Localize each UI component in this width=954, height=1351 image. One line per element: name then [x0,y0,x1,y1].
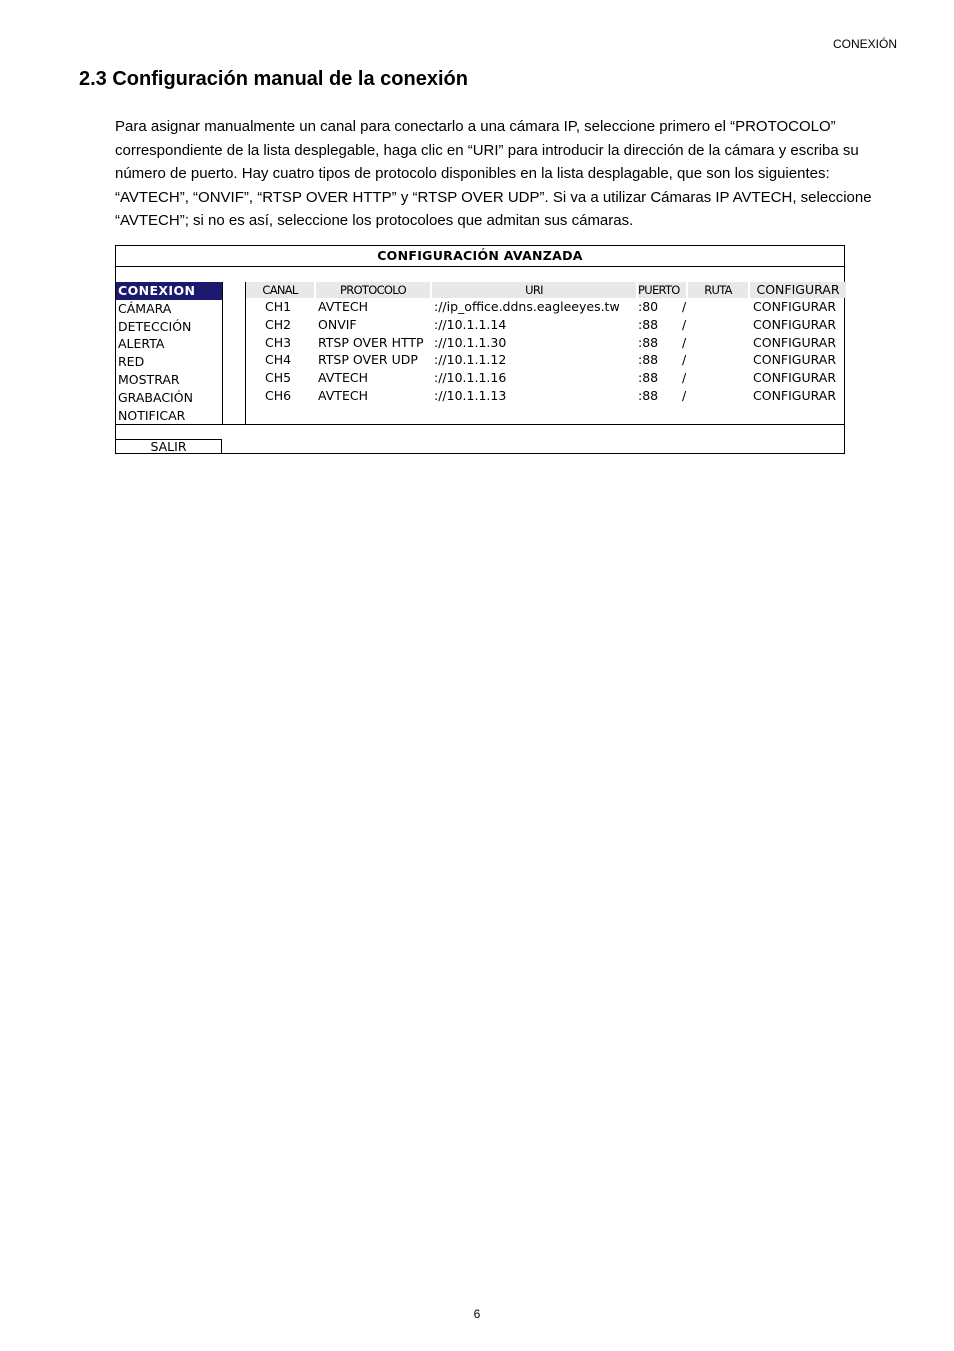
intro-paragraph: Para asignar manualmente un canal para conectarlo a una cámara IP, seleccione primero el “PROTOCOLO” correspondiente de la lista desplegable, haga clic en “URI” para introducir la dirección de la cámara y escriba su número de puerto. Hay cuatro tipos de protocolo disponibles en la lista desplagable, que son los siguientes: “AVTECH”, “ONVIF”, “RTSP OVER HTTP” y “RTSP OVER UDP”. Si va a utilizar Cámaras IP AVTECH, seleccione “AVTECH”; si no es así, seleccione los protocoloes que admitan sus cámaras. [115,118,872,230]
column-header-puerto: PUERTO [638,282,686,298]
path-field[interactable]: / [682,387,687,403]
path-field[interactable]: / [682,316,687,332]
column-header-protocolo: PROTOCOLO [316,282,430,298]
protocol-select[interactable]: AVTECH [318,299,368,314]
uri-field[interactable]: ://ip_office.ddns.eagleeyes.tw [434,299,620,314]
port-field[interactable]: :80 [638,299,659,314]
channel-cell: CH5 [265,370,292,386]
menu-item-red[interactable]: RED [118,354,145,370]
protocol-select[interactable]: ONVIF [318,316,357,332]
panel-title: CONFIGURACIÓN AVANZADA [116,246,844,267]
uri-field[interactable]: ://10.1.1.16 [434,370,507,386]
table-header [246,282,846,298]
page-number: 6 [473,1307,481,1321]
menu-item-mostrar[interactable]: MOSTRAR [118,371,180,387]
configure-button[interactable]: CONFIGURAR [753,370,837,386]
table-row [246,334,846,352]
uri-field[interactable]: ://10.1.1.13 [434,387,507,403]
protocol-select[interactable]: RTSP OVER HTTP [318,334,424,350]
menu-item-camara[interactable]: CÁMARA [118,300,172,316]
uri-field[interactable]: ://10.1.1.30 [434,334,507,350]
table-row [246,387,846,405]
port-field[interactable]: :88 [638,370,659,386]
side-menu [116,282,222,424]
path-field[interactable]: / [682,352,687,368]
table-row [246,298,846,316]
protocol-select[interactable]: AVTECH [318,387,368,403]
menu-item-conexion[interactable]: CONEXION [116,282,222,300]
path-field[interactable]: / [682,299,687,314]
port-field[interactable]: :88 [638,334,659,350]
menu-item-grabacion[interactable]: GRABACIÓN [118,389,193,405]
exit-bar [116,424,844,455]
path-field[interactable]: / [682,334,687,350]
running-header: CONEXIÓN [832,37,897,51]
uri-field[interactable]: ://10.1.1.14 [434,316,507,332]
configure-button[interactable]: CONFIGURAR [753,387,837,403]
configure-button[interactable]: CONFIGURAR [753,299,837,314]
table-row [246,351,846,369]
advanced-config-panel [115,245,845,454]
port-field[interactable]: :88 [638,387,659,403]
configure-button[interactable]: CONFIGURAR [753,316,837,332]
menu-item-notificar[interactable]: NOTIFICAR [118,407,186,423]
column-header-configurar: CONFIGURAR [750,282,846,298]
column-header-canal: CANAL [246,282,314,298]
channel-cell: CH1 [265,299,292,314]
channel-cell: CH3 [265,334,292,350]
configure-button[interactable]: CONFIGURAR [753,352,837,368]
channel-cell: CH2 [265,316,292,332]
protocol-select[interactable]: RTSP OVER UDP [318,352,418,368]
exit-button[interactable]: SALIR [116,439,222,454]
table-row [246,316,846,334]
path-field[interactable]: / [682,370,687,386]
table-row [246,369,846,387]
port-field[interactable]: :88 [638,352,659,368]
configure-button[interactable]: CONFIGURAR [753,334,837,350]
menu-divider [222,282,223,424]
column-header-uri: URI [432,282,636,298]
menu-item-alerta[interactable]: ALERTA [118,336,165,352]
uri-field[interactable]: ://10.1.1.12 [434,352,507,368]
section-title: 2.3 Configuración manual de la conexión [79,68,468,90]
port-field[interactable]: :88 [638,316,659,332]
channel-cell: CH6 [265,387,292,403]
channel-cell: CH4 [265,352,292,368]
protocol-select[interactable]: AVTECH [318,370,368,386]
column-header-ruta: RUTA [688,282,748,298]
menu-item-deteccion[interactable]: DETECCIÓN [118,318,192,334]
connection-table [245,282,846,424]
